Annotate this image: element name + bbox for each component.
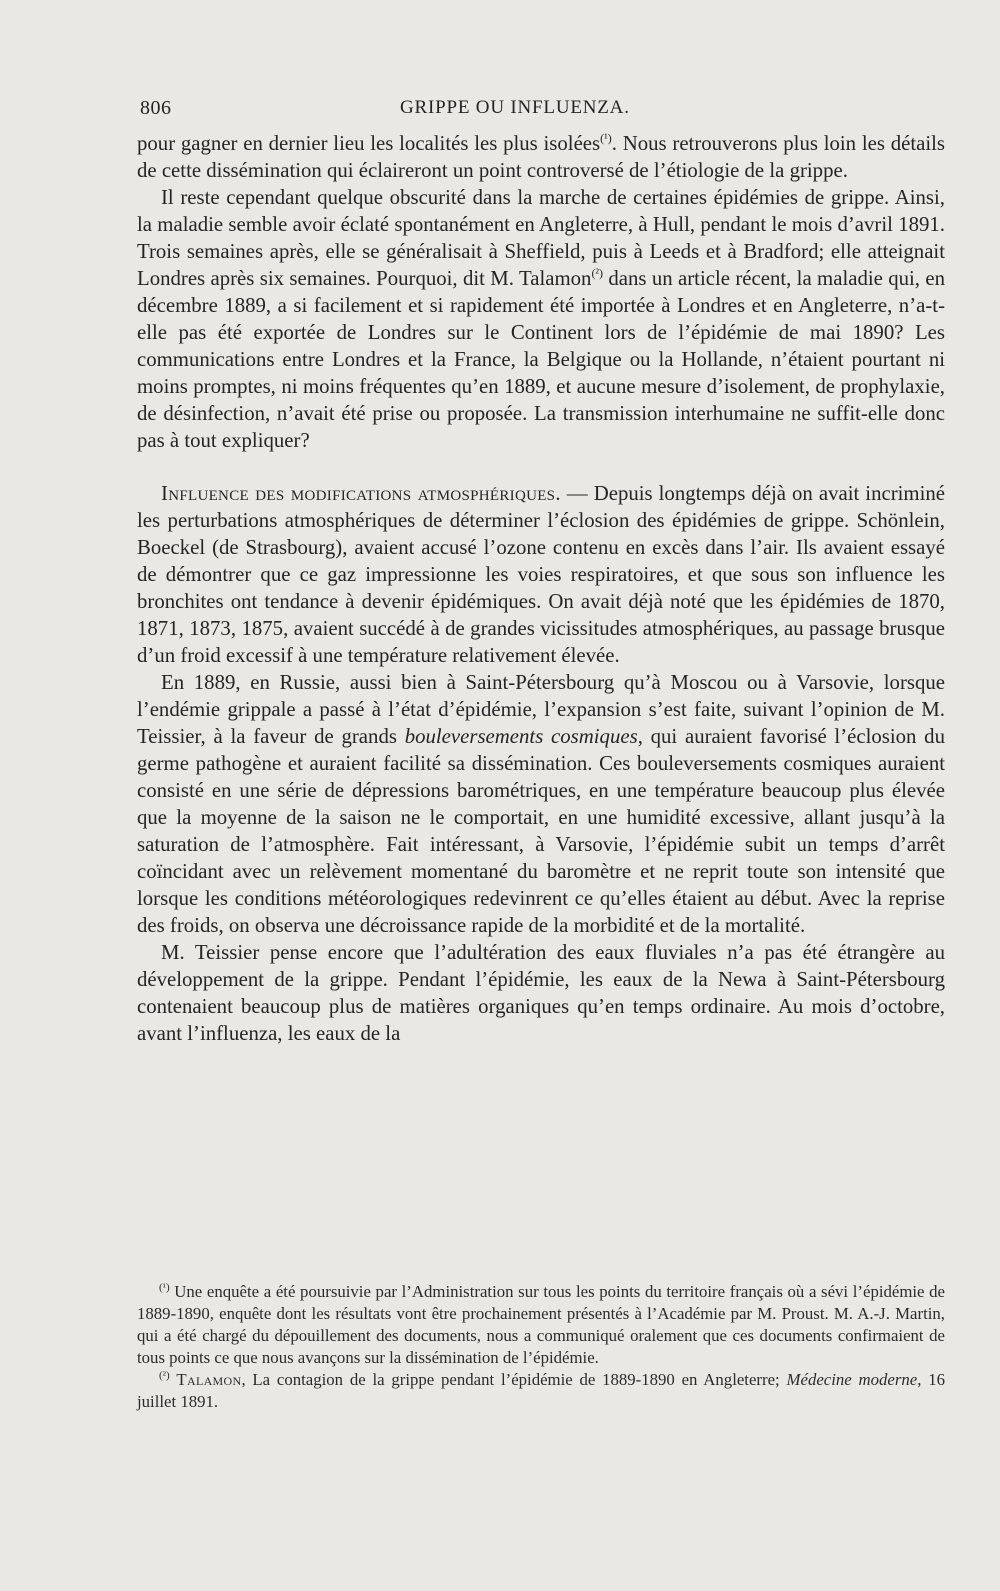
footnote-2-text: , La contagion de la grippe pendant l’épidémie de 1889-1890 en Angleterre; — [241, 1370, 780, 1389]
paragraph-1-text-b: . Nous retrouverons plus loin les détails de cette dissémination qui éclaireront un point controversé de l’étiologie de la grippe. — [137, 132, 945, 182]
running-head — [0, 97, 1000, 129]
paragraph-4 — [137, 669, 945, 939]
paragraph-3-text: — Depuis longtemps déjà on avait incriminé les perturbations atmosphériques de déterminer l’éclosion des épidémies de grippe. Schönlein, Boeckel (de Strasbourg), avaient accusé l’ozone contenu en excès dans l’air. Ils avaient essayé de démontrer que ce gaz impressionne les voies respiratoires, et que sous son influence les bronchites ont tendance à devenir épidémiques. On avait déjà noté que les épidémies de 1870, 1871, 1873, 1875, avaient succédé à de grandes vicissitudes atmosphériques, au passage brusque d’un froid excessif à une température relativement élevée. — [137, 482, 945, 667]
paragraph-1 — [137, 130, 945, 184]
footnote-ref-2[interactable]: (²) — [591, 266, 604, 281]
paragraph-3 — [137, 480, 945, 669]
footnote-2-mark: (²) — [159, 1369, 170, 1382]
footnote-2-date: , 16 juillet 1891. — [137, 1370, 945, 1411]
paragraph-2-text-b: dans un article récent, la maladie qui, en décembre 1889, a si facilement et si rapidement été importée à Londres et en Angleterre, n’a-t-elle pas été exportée de Londres sur le Continent lors de l’épidémie de mai 1890? Les communications entre Londres et la France, la Belgique ou la Hollande, n’étaient pourtant ni moins promptes, ni moins fréquentes qu’en 1889, et aucune mesure d’isolement, de prophylaxie, de désinfection, n’avait été prise ou proposée. La transmission interhumaine ne suffit-elle donc pas à tout expliquer? — [137, 267, 945, 452]
running-title: GRIPPE OU INFLUENZA. — [400, 97, 630, 118]
paragraph-4-text-a: En 1889, en Russie, aussi bien à Saint-Pétersbourg qu’à Moscou ou à Varsovie, lorsque l’endémie grippale a passé à l’état d’épidémie, l’expansion s’est faite, suivant l’opinion de M. Teissier, à la faveur de grands — [137, 671, 945, 748]
footnote-2 — [137, 1369, 945, 1413]
footnote-ref-1[interactable]: (¹) — [600, 131, 612, 146]
paragraph-2-text-a: Il reste cependant quelque obscurité dans la marche de certaines épidémies de grippe. Ainsi, la maladie semble avoir éclaté spontanément en Angleterre, à Hull, pendant le mois d’avril 1891. Trois semaines après, elle se généralisait à Sheffield, puis à Leeds et à Bradford; elle atteignait Londres après six semaines. Pourquoi, dit M. Talamon — [137, 186, 945, 290]
paragraph-4-emphasis: bouleversements cosmiques — [404, 725, 638, 748]
footnote-2-author: Talamon — [176, 1370, 242, 1389]
paragraph-1-text-a: pour gagner en dernier lieu les localités les plus isolées — [137, 132, 601, 155]
paragraph-5: M. Teissier pense encore que l’adultération des eaux fluviales n’a pas été étrangère au développement de la grippe. Pendant l’épidémie, les eaux de la Newa à Saint-Pétersbourg contenaient beaucoup plus de matières organiques qu’en temps ordinaire. Au mois d’octobre, avant l’influenza, les eaux de la — [137, 941, 945, 1045]
page-number: 806 — [140, 97, 172, 119]
footnote-1 — [137, 1281, 945, 1369]
footnote-1-mark: (¹) — [159, 1281, 170, 1294]
section-heading: Influence des modifications atmosphériques. — [161, 482, 561, 505]
paragraph-2 — [137, 184, 945, 454]
footnotes — [137, 1281, 945, 1413]
body-text — [137, 130, 945, 1047]
paragraph-4-text-b: , qui auraient favorisé l’éclosion du germe pathogène et auraient facilité sa dissémination. Ces bouleversements cosmiques auraient consisté en une série de dépressions barométriques, en une température beaucoup plus élevée que la moyenne de la saison ne le comportait, en une humidité excessive, allant jusqu’à la saturation de l’atmosphère. Fait intéressant, à Varsovie, l’épidémie subit un temps d’arrêt coïncidant avec un relèvement momentané du baromètre et ne reprit toute son intensité que lorsque les conditions météorologiques redevinrent ce qu’elles étaient au début. Avec la reprise des froids, on observa une décroissance rapide de la morbidité et de la mortalité. — [137, 725, 945, 937]
footnote-2-journal: Médecine moderne — [786, 1370, 918, 1389]
footnote-1-text: Une enquête a été poursuivie par l’Administration sur tous les points du territoire français où a sévi l’épidémie de 1889-1890, enquête dont les résultats vont être prochainement présentés à l’Académie par M. Proust. M. A.-J. Martin, qui a été chargé du dépouillement des documents, nous a communiqué oralement que ces documents confirmaient de tous points ce que nous avançons sur la dissémination de l’épidémie. — [137, 1282, 945, 1367]
